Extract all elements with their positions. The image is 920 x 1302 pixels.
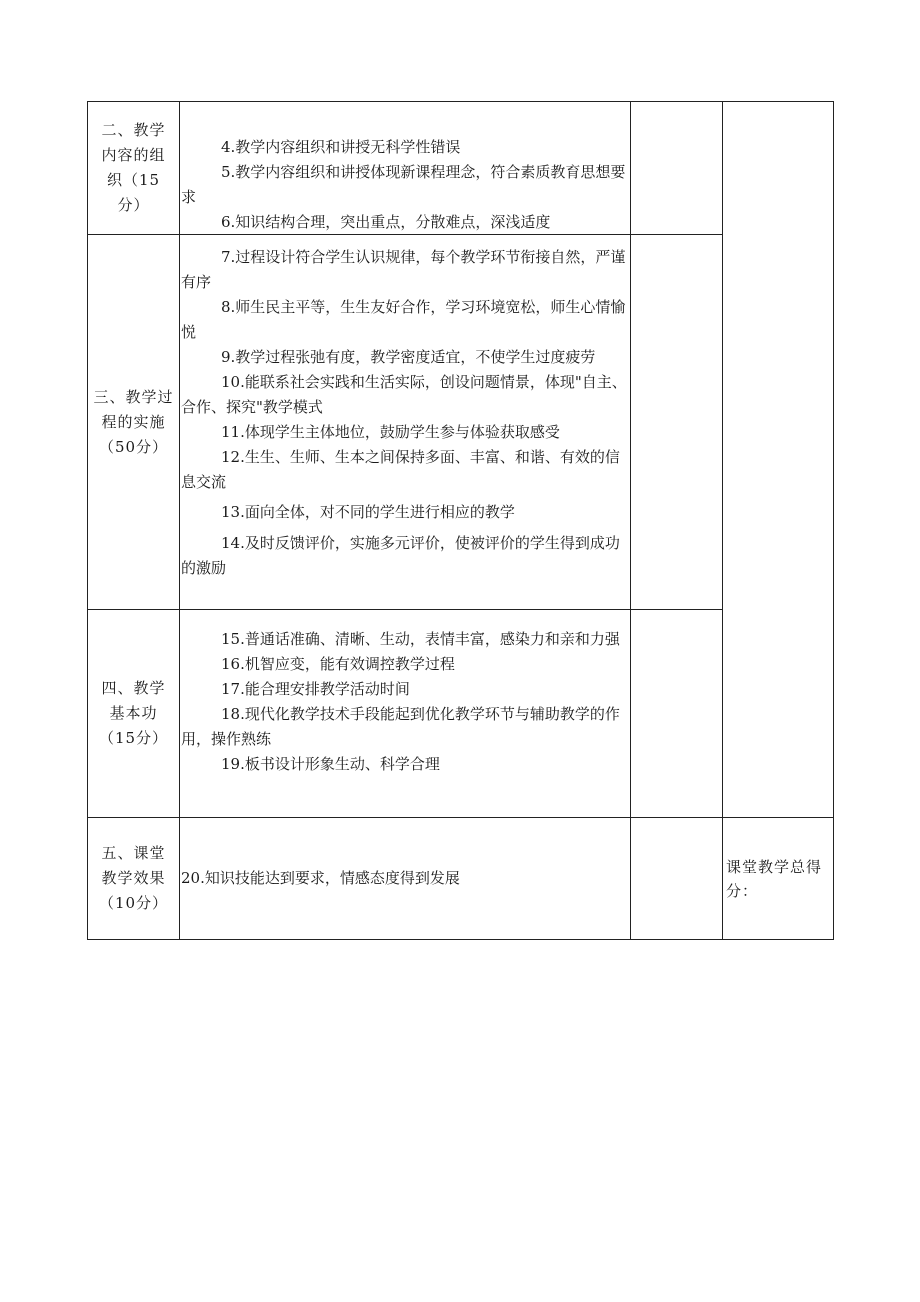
score-cell-process-implementation[interactable] <box>630 234 723 610</box>
category-label: 四、教学基本功（15分） <box>98 679 169 747</box>
criterion-item: 19.板书设计形象生动、科学合理 <box>221 755 440 773</box>
criterion-item: 14.及时反馈评价，实施多元评价，使被评价的学生得到成功的激励 <box>181 534 620 577</box>
criterion-item: 13.面向全体，对不同的学生进行相应的教学 <box>221 503 515 521</box>
criterion-item: 20.知识技能达到要求，情感态度得到发展 <box>181 869 460 887</box>
criterion-item: 6.知识结构合理，突出重点，分散难点，深浅适度 <box>221 213 551 231</box>
criteria-cell-teaching-effect <box>179 817 631 940</box>
remarks-cell[interactable] <box>722 101 834 818</box>
score-cell-teaching-effect[interactable] <box>630 817 723 940</box>
criterion-item: 9.教学过程张弛有度，教学密度适宜，不使学生过度疲劳 <box>221 348 596 366</box>
criterion-item: 12.生生、生师、生本之间保持多面、丰富、和谐、有效的信息交流 <box>181 448 620 491</box>
category-label: 五、课堂教学效果（10分） <box>98 844 169 912</box>
criterion-item: 11.体现学生主体地位，鼓励学生参与体验获取感受 <box>221 423 560 441</box>
score-cell-content-organization[interactable] <box>630 101 723 235</box>
criterion-item: 15.普通话准确、清晰、生动，表情丰富，感染力和亲和力强 <box>221 630 620 648</box>
total-score-label: 课堂教学总得分： <box>726 857 823 900</box>
criterion-item: 10.能联系社会实践和生活实际，创设问题情景，体现"自主、合作、探究"教学模式 <box>181 373 627 416</box>
evaluation-table <box>87 101 834 940</box>
criteria-cell-process-implementation <box>179 234 631 610</box>
criterion-item: 5.教学内容组织和讲授体现新课程理念，符合素质教育思想要求 <box>181 163 626 206</box>
criterion-item: 8.师生民主平等，生生友好合作，学习环境宽松，师生心情愉悦 <box>181 298 626 341</box>
category-label: 二、教学内容的组织（15分） <box>101 121 166 214</box>
criterion-item: 18.现代化教学技术手段能起到优化教学环节与辅助教学的作用，操作熟练 <box>181 705 620 748</box>
category-cell-process-implementation <box>87 234 180 610</box>
category-cell-teaching-effect <box>87 817 180 940</box>
criteria-cell-teaching-skills <box>179 609 631 818</box>
criteria-cell-content-organization <box>179 101 631 235</box>
total-score-cell[interactable] <box>722 817 834 940</box>
category-label: 三、教学过程的实施（50分） <box>93 387 174 456</box>
score-cell-teaching-skills[interactable] <box>630 609 723 818</box>
criterion-item: 16.机智应变，能有效调控教学过程 <box>221 655 455 673</box>
category-cell-content-organization <box>87 101 180 235</box>
criterion-item: 17.能合理安排教学活动时间 <box>221 680 410 698</box>
category-cell-teaching-skills <box>87 609 180 818</box>
criterion-item: 4.教学内容组织和讲授无科学性错误 <box>221 138 461 156</box>
criterion-item: 7.过程设计符合学生认识规律，每个教学环节衔接自然，严谨有序 <box>181 248 626 291</box>
